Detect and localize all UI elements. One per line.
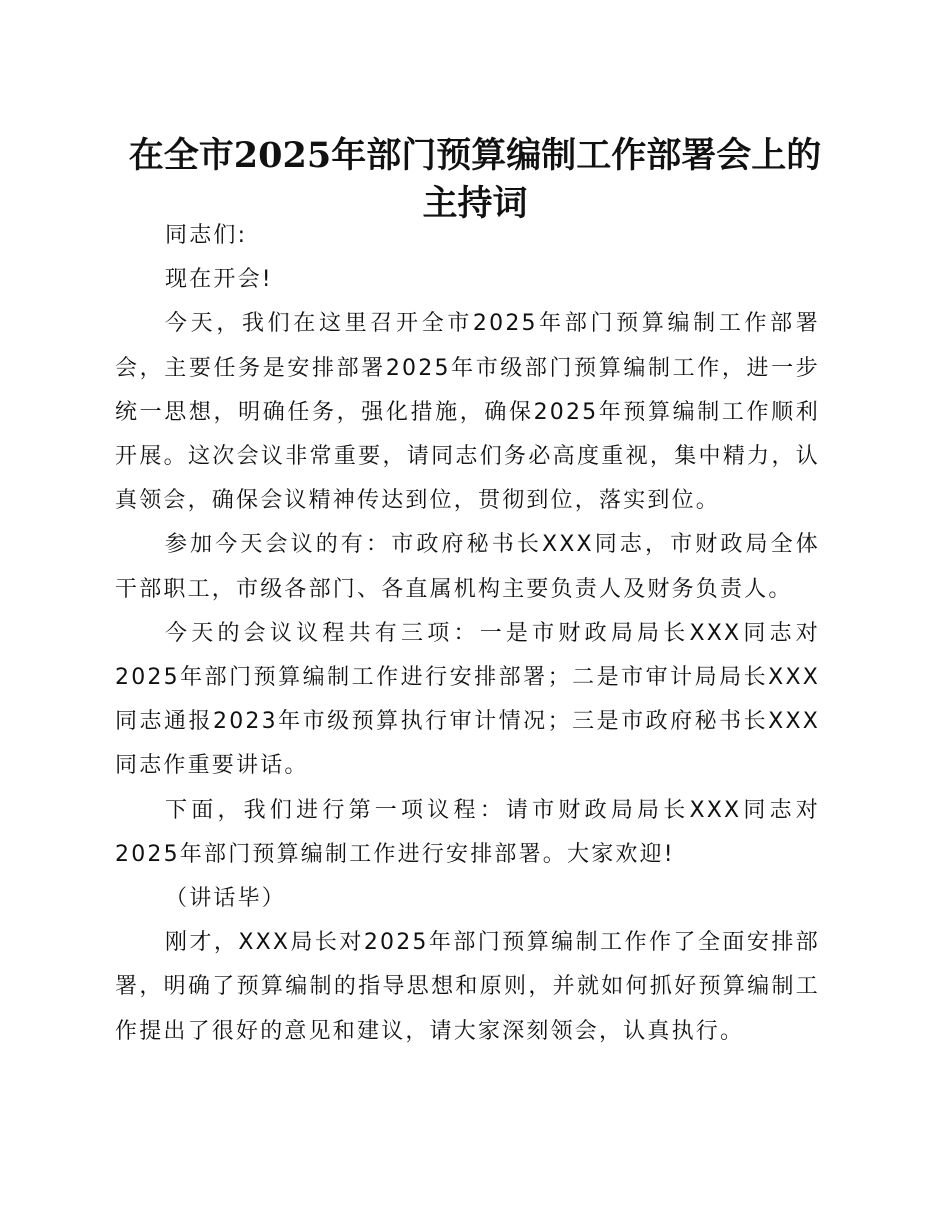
document-body — [115, 214, 820, 1054]
paragraph-purpose: 今天，我们在这里召开全市2025年部门预算编制工作部署会，主要任务是安排部署2025年市级部门预算编制工作，进一步统一思想，明确任务，强化措施，确保2025年预算编制工作顺利开展。这次会议非常重要，请同志们务必高度重视，集中精力，认真领会，确保会议精神传达到位，贯彻到位，落实到位。 — [115, 311, 820, 514]
speech-end-note: （讲话毕） — [165, 886, 287, 912]
paragraph-attendees: 参加今天会议的有：市政府秘书长XXX同志，市财政局全体干部职工，市级各部门、各直属机构主要负责人及财务负责人。 — [115, 532, 820, 602]
salutation: 同志们: — [165, 223, 248, 248]
paragraph-first-item: 下面，我们进行第一项议程：请市财政局局长XXX同志对2025年部门预算编制工作进行安排部署。大家欢迎! — [115, 797, 820, 867]
document-title: 在全市2025年部门预算编制工作部署会上的主持词 — [128, 135, 822, 224]
paragraph-summary: 刚才，XXX局长对2025年部门预算编制工作作了全面安排部署，明确了预算编制的指导思想和原则，并就如何抓好预算编制工作提出了很好的意见和建议，请大家深刻领会，认真执行。 — [115, 930, 820, 1044]
opening-line: 现在开会! — [165, 267, 273, 293]
paragraph-agenda: 今天的会议议程共有三项：一是市财政局局长XXX同志对2025年部门预算编制工作进行安排部署；二是市审计局局长XXX同志通报2023年市级预算执行审计情况；三是市政府秘书长XXX同志作重要讲话。 — [115, 620, 820, 779]
